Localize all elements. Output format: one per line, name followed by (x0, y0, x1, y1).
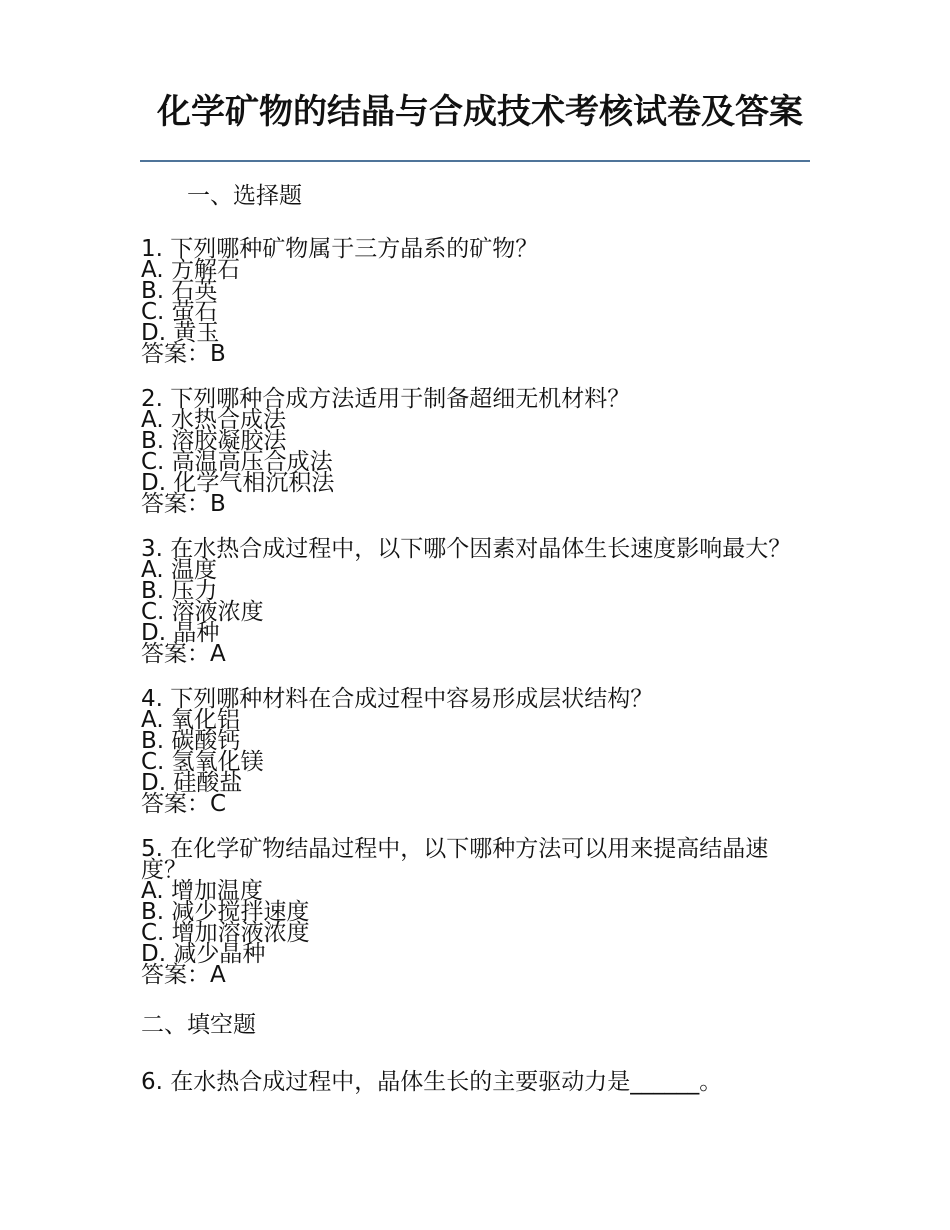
option-d: D. 晶种 (141, 620, 220, 646)
option-c: C. 溶液浓度 (141, 599, 264, 625)
option-b: B. 碳酸钙 (141, 728, 241, 754)
fill-blank-question-6: 6. 在水热合成过程中，晶体生长的主要驱动力是______。 (141, 1069, 723, 1095)
question-text: 2. 下列哪种合成方法适用于制备超细无机材料？ (141, 386, 631, 412)
answer: 答案：A (141, 962, 226, 988)
option-c: C. 增加溶液浓度 (141, 920, 310, 946)
option-b: B. 溶胶凝胶法 (141, 428, 287, 454)
option-d: D. 化学气相沉积法 (141, 470, 335, 496)
answer: 答案：B (141, 341, 226, 367)
option-c: C. 萤石 (141, 299, 218, 325)
option-c: C. 高温高压合成法 (141, 449, 333, 475)
section-heading-choice: 一、选择题 (187, 183, 302, 209)
question-text: 3. 在水热合成过程中，以下哪个因素对晶体生长速度影响最大？ (141, 536, 792, 562)
question-3 (141, 536, 811, 667)
question-1 (141, 236, 811, 367)
option-c: C. 氢氧化镁 (141, 749, 264, 775)
document-body (141, 178, 811, 1096)
option-b: B. 压力 (141, 578, 218, 604)
option-d: D. 减少晶种 (141, 941, 266, 967)
document-title: 化学矿物的结晶与合成技术考核试卷及答案 (157, 92, 803, 132)
option-a: A. 温度 (141, 557, 217, 583)
option-a: A. 增加温度 (141, 878, 263, 904)
question-text: 1. 下列哪种矿物属于三方晶系的矿物？ (141, 236, 539, 262)
option-a: A. 氧化铝 (141, 707, 240, 733)
title-divider (140, 160, 810, 162)
option-a: A. 水热合成法 (141, 407, 286, 433)
question-2 (141, 386, 811, 517)
option-b: B. 减少搅拌速度 (141, 899, 310, 925)
option-d: D. 黄玉 (141, 320, 220, 346)
section-heading-fill-blank: 二、填空题 (141, 1012, 256, 1038)
question-text: 5. 在化学矿物结晶过程中，以下哪种方法可以用来提高结晶速度？ (141, 836, 769, 883)
answer: 答案：A (141, 641, 226, 667)
question-text: 4. 下列哪种材料在合成过程中容易形成层状结构？ (141, 686, 654, 712)
option-a: A. 方解石 (141, 257, 240, 283)
option-d: D. 硅酸盐 (141, 770, 243, 796)
answer: 答案：C (141, 791, 227, 817)
question-5 (141, 836, 811, 988)
answer: 答案：B (141, 491, 226, 517)
option-b: B. 石英 (141, 278, 218, 304)
question-4 (141, 686, 811, 817)
